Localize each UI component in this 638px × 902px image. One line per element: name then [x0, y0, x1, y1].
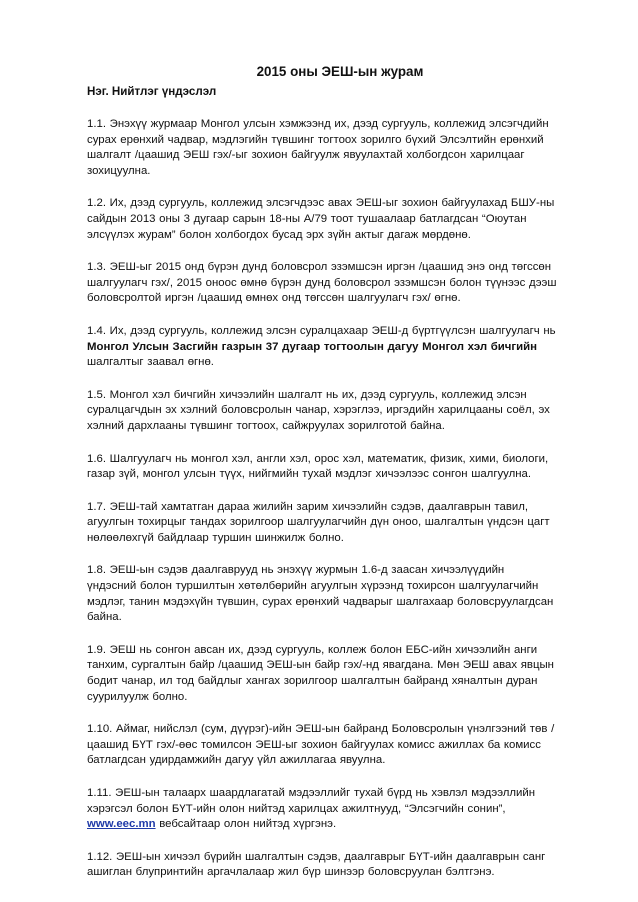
- document-title: 2015 оны ЭЕШ-ын журам: [256, 64, 424, 79]
- paragraph-1-1: 1.1. Энэхүү журмаар Монгол улсын хэмжээнд их, дээд сургууль, коллежид элсэгчдийн сурах ерөнхий чадвар, мэдлэгийн түвшинг тогтоох зорилго бүхий Элсэлтийн ерөнхий шалгалт /цаашид ЭЕШ гэх/-ыг зохион байгуулж явуулахтай холбогдсон харилцааг зохицуулна.: [87, 118, 549, 177]
- paragraph-1-11-start: 1.11. ЭЕШ-ын талаарх шаардлагатай мэдээллийг тухай бүрд нь хэвлэл мэдээллийн хэрэгсэл болон БҮТ-ийн олон нийтэд харилцах ажилтнууд, “Элсэгчийн сонин”,: [87, 787, 536, 815]
- paragraph-1-10: 1.10. Аймаг, нийслэл (сум, дүүрэг)-ийн ЭЕШ-ын байранд Боловсролын үнэлгээний төв /цаашид БҮТ гэх/-өөс томилсон ЭЕШ-ыг зохион байгуулах комисс ажиллах ба комисс батлагдсан удирдамжийн дагуу үйл ажиллагаа явуулна.: [87, 723, 555, 767]
- paragraph-1-3: 1.3. ЭЕШ-ыг 2015 онд бүрэн дунд боловсрол эзэмшсэн иргэн /цаашид энэ онд төгссөн шалгуулагч гэх/, 2015 оноос өмнө бүрэн дунд боловсрол эзэмшсэн болон түүнээс дээш боловсролтой иргэн /цаашид өмнөх онд төгссөн шалгуулагч гэх/ өгнө.: [87, 261, 557, 305]
- paragraph-1-11-end: вебсайтаар олон нийтэд хүргэнэ.: [155, 818, 337, 831]
- paragraph-1-11: [87, 786, 557, 833]
- paragraph-1-2: 1.2. Их, дээд сургууль, коллежид элсэгчдээс авах ЭЕШ-ыг зохион байгуулахад БШУ-ны сайдын 2013 оны 3 дугаар сарын 18-ны А/79 тоот тушаалаар батлагдсан “Оюутан элсүүлэх журам” болон холбогдох бусад эрх зүйн актыг дагаж мөрдөнө.: [87, 197, 555, 241]
- paragraph-1-4-end: шалгалтыг заавал өгнө.: [87, 356, 214, 369]
- document-page: [87, 64, 557, 898]
- paragraph-1-12: 1.12. ЭЕШ-ын хичээл бүрийн шалгалтын сэдэв, даалгаврыг БҮТ-ийн даалгаврын санг ашиглан блупринтийн аргачлалаар жил бүр шинээр боловсруулан бэлтгэнэ.: [87, 850, 546, 879]
- paragraph-1-5: 1.5. Монгол хэл бичгийн хичээлийн шалгалт нь их, дээд сургууль, коллежид элсэн суралцагчдын эх хэлний боловсролын чанар, хэрэглээ, иргэдийн харилцааны соёл, эх хэлний дархлааны түвшинг тогтоох, сайжруулах зорилготой байна.: [87, 388, 550, 432]
- paragraph-1-8: 1.8. ЭЕШ-ын сэдэв даалгаврууд нь энэхүү журмын 1.6-д заасан хичээлүүдийн үндэсний болон туршилтын хөтөлбөрийн агуулгын хүрээнд тохирсон шалгуулагчийн мэдлэг, танин мэдэхүйн түвшин, сурах ерөнхий чадварыг шалгахаар боловсруулагдсан байна.: [87, 564, 554, 624]
- paragraph-1-4-start: 1.4. Их, дээд сургууль, коллежид элсэн суралцахаар ЭЕШ-д бүртгүүлсэн шалгуулагч нь: [87, 324, 556, 337]
- paragraph-1-4-bold: Монгол Улсын Засгийн газрын 37 дугаар тогтоолын дагуу Монгол хэл бичгийн: [87, 340, 538, 353]
- paragraph-1-4: [87, 324, 557, 371]
- section-heading: Нэг. Нийтлэг үндэслэл: [87, 85, 217, 98]
- eec-website-link[interactable]: www.eec.mn: [87, 818, 156, 831]
- paragraph-1-9: 1.9. ЭЕШ нь сонгон авсан их, дээд сургууль, коллеж болон ЕБС-ийн хичээлийн анги танхим, сургалтын байр /цаашид ЭЕШ-ын байр гэх/-нд явагдана. Мөн ЭЕШ авах явцын бодит чанар, ил тод байдлыг хангах зорилгоор шалгалтын байранд хяналтын дуран суурилуулж болно.: [87, 643, 554, 703]
- paragraph-1-7: 1.7. ЭЕШ-тай хамтатган дараа жилийн зарим хичээлийн сэдэв, даалгаврын тавил, агуулгын тохирцыг тандах зорилгоор шалгуулагчийн дүн оноо, шалгалтын үндсэн цагт нөлөөлөхгүй байдлаар туршин шинжилж болно.: [87, 500, 550, 544]
- paragraph-1-6: 1.6. Шалгуулагч нь монгол хэл, англи хэл, орос хэл, математик, физик, хими, биологи, газар зүй, монгол улсын түүх, нийгмийн тухай мэдлэг хичээлээс сонгон шалгуулна.: [87, 452, 549, 481]
